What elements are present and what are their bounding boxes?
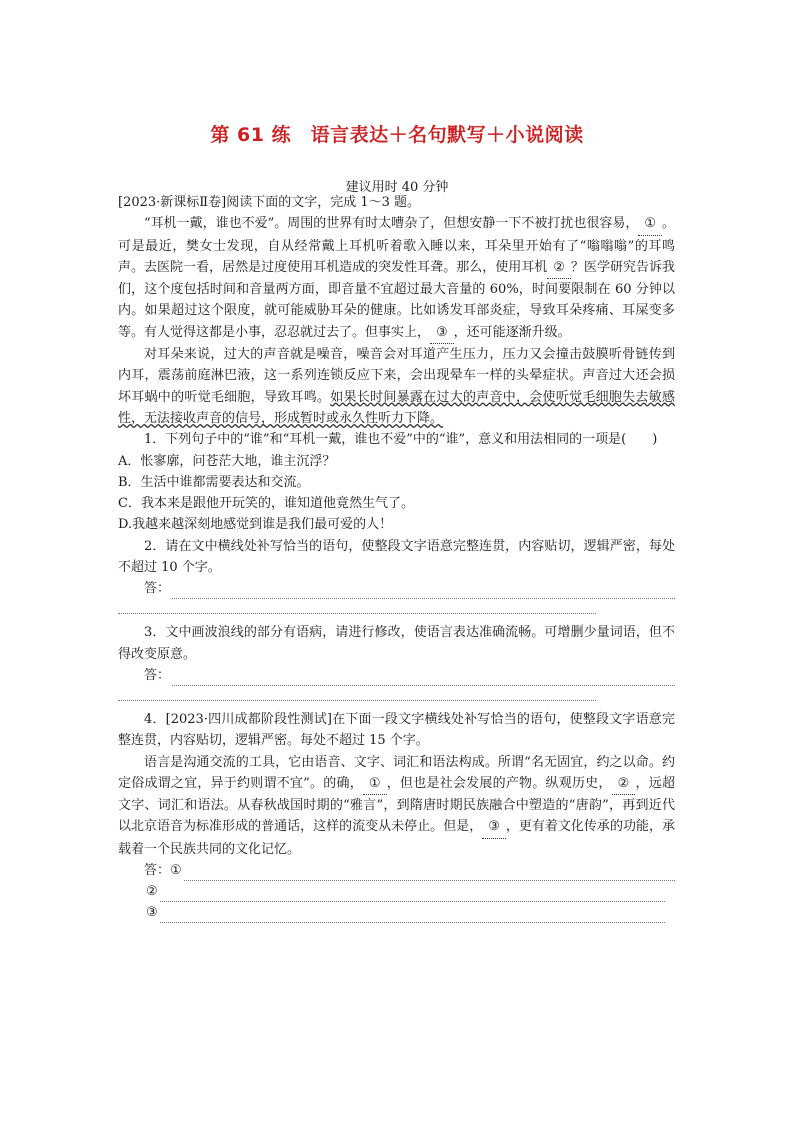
question-4-answer-row-1 <box>118 860 675 881</box>
q4-fill-blank-2[interactable]: ② <box>612 773 636 795</box>
question-4-stem: 4．[2023·四川成都阶段性测试]在下面一段文字横线处补写恰当的语句，使整段文字语意完整连贯，内容贴切，逻辑严密。每处不超过 15 个字。 <box>118 711 675 749</box>
fill-blank-2[interactable]: ② <box>547 257 571 279</box>
reading-intro: [2023·新课标Ⅱ卷]阅读下面的文字，完成 1～3 题。 <box>118 195 421 210</box>
option-c[interactable]: C．我本来是跟他开玩笑的，谁知道他竟然生气了。 <box>118 496 414 512</box>
answer-line[interactable] <box>118 686 596 701</box>
option-b[interactable]: B．生活中谁都需要表达和交流。 <box>118 474 310 490</box>
answer-line-2[interactable] <box>160 887 665 902</box>
option-a[interactable]: A．怅寥廓，问苍茫大地，谁主沉浮？ <box>118 453 336 469</box>
passage-paragraph-1: “耳机一戴，谁也不爱”。周围的世界有时太嘈杂了，但想安静一下不被打扰也很容易， ① 。可是最近，樊女士发现，自从经常戴上耳机听着歌入睡以来，耳朵里开始有了“嗡嗡嗡”的耳鸣声。去医院一看，居然是过度使用耳机造成的突发性耳聋。那么，使用耳机 ② ？医学研究告诉我们，这个度包括时间和音量两方面，即音量不宜超过最大音量的 60%，时间要限制在 60 分钟以内。如果超过这个限度，就可能威胁耳朵的健康。比如诱发耳部炎症，导致耳朵疼痛、耳屎变多等。有人觉得这都是小事，忍忍就过去了。但事实上， ③ ，还可能逐渐升级。 <box>118 213 675 344</box>
passage-paragraph-2: 对耳朵来说，过大的声音就是噪音，噪音会对耳道产生压力，压力又会撞击鼓膜听骨链传到内耳，震荡前庭淋巴液，这一系列连锁反应下来，会出现晕车一样的头晕症状。声音过大还会损坏耳蜗中的听觉毛细胞，导致耳鸣。如果长时间暴露在过大的声音中，会使听觉毛细胞失去敏感性，无法接收声音的信号，形成暂时或永久性听力下降。 <box>118 347 675 426</box>
content-body <box>118 192 675 923</box>
question-4-answer-row-3 <box>118 902 675 923</box>
answer-label: 答： <box>144 581 171 597</box>
question-4-paragraph: 语言是沟通交流的工具，它由语音、文字、词汇和语法构成。所谓“名无固宜，约之以命。约定俗成谓之宜，异于约则谓不宜”。的确， ① ，但也是社会发展的产物。纵观历史， ② ，远超文字、词汇和语法。从春秋战国时期的“雅言”，到隋唐时期民族融合中塑造的“唐韵”，再到近代以北京语音为标准形成的普通话，这样的流变从未停止。但是， ③ ，更有着文化传承的功能，承载着一个民族共同的文化记忆。 <box>118 754 675 857</box>
answer-number-3: ③ <box>146 904 158 920</box>
q4-fill-blank-1[interactable]: ① <box>363 773 387 795</box>
answer-line-3[interactable] <box>160 908 665 923</box>
answer-label: 答： <box>144 862 171 878</box>
question-2-answer-row <box>118 578 675 599</box>
q4-fill-blank-3[interactable]: ③ <box>482 816 506 838</box>
question-1-stem: 1．下列句子中的“谁”和“耳机一戴，谁也不爱”中的“谁”，意义和用法相同的一项是( ) <box>144 432 658 448</box>
answer-label: 答： <box>144 667 171 683</box>
wavy-underlined-sentence: 如果长时间暴露在过大的声音中，会使听觉毛细胞失去敏感性，无法接收声音的信号，形成暂时或永久性听力下降。 <box>118 389 675 426</box>
fill-blank-1[interactable]: ① <box>638 213 662 235</box>
answer-line[interactable] <box>118 599 596 614</box>
answer-line[interactable] <box>172 584 675 599</box>
page-title: 第 61 练 语言表达＋名句默写＋小说阅读 <box>210 124 584 146</box>
answer-number-2: ② <box>146 883 158 899</box>
question-2-stem: 2．请在文中横线处补写恰当的语句，使整段文字语意完整连贯，内容贴切，逻辑严密，每处不超过 10 个字。 <box>118 538 675 576</box>
option-d[interactable]: D.我越来越深刻地感觉到谁是我们最可爱的人！ <box>118 517 393 533</box>
fill-blank-3[interactable]: ③ <box>430 322 454 344</box>
question-3-answer-row <box>118 665 675 686</box>
answer-line-1[interactable] <box>184 866 675 881</box>
answer-number-1: ① <box>170 862 182 878</box>
suggested-time: 建议用时 40 分钟 <box>345 180 449 195</box>
answer-line[interactable] <box>172 671 675 686</box>
question-4-answer-row-2 <box>118 881 675 902</box>
question-3-stem: 3．文中画波浪线的部分有语病，请进行修改，使语言表达准确流畅。可增删少量词语，但不得改变原意。 <box>118 625 675 662</box>
